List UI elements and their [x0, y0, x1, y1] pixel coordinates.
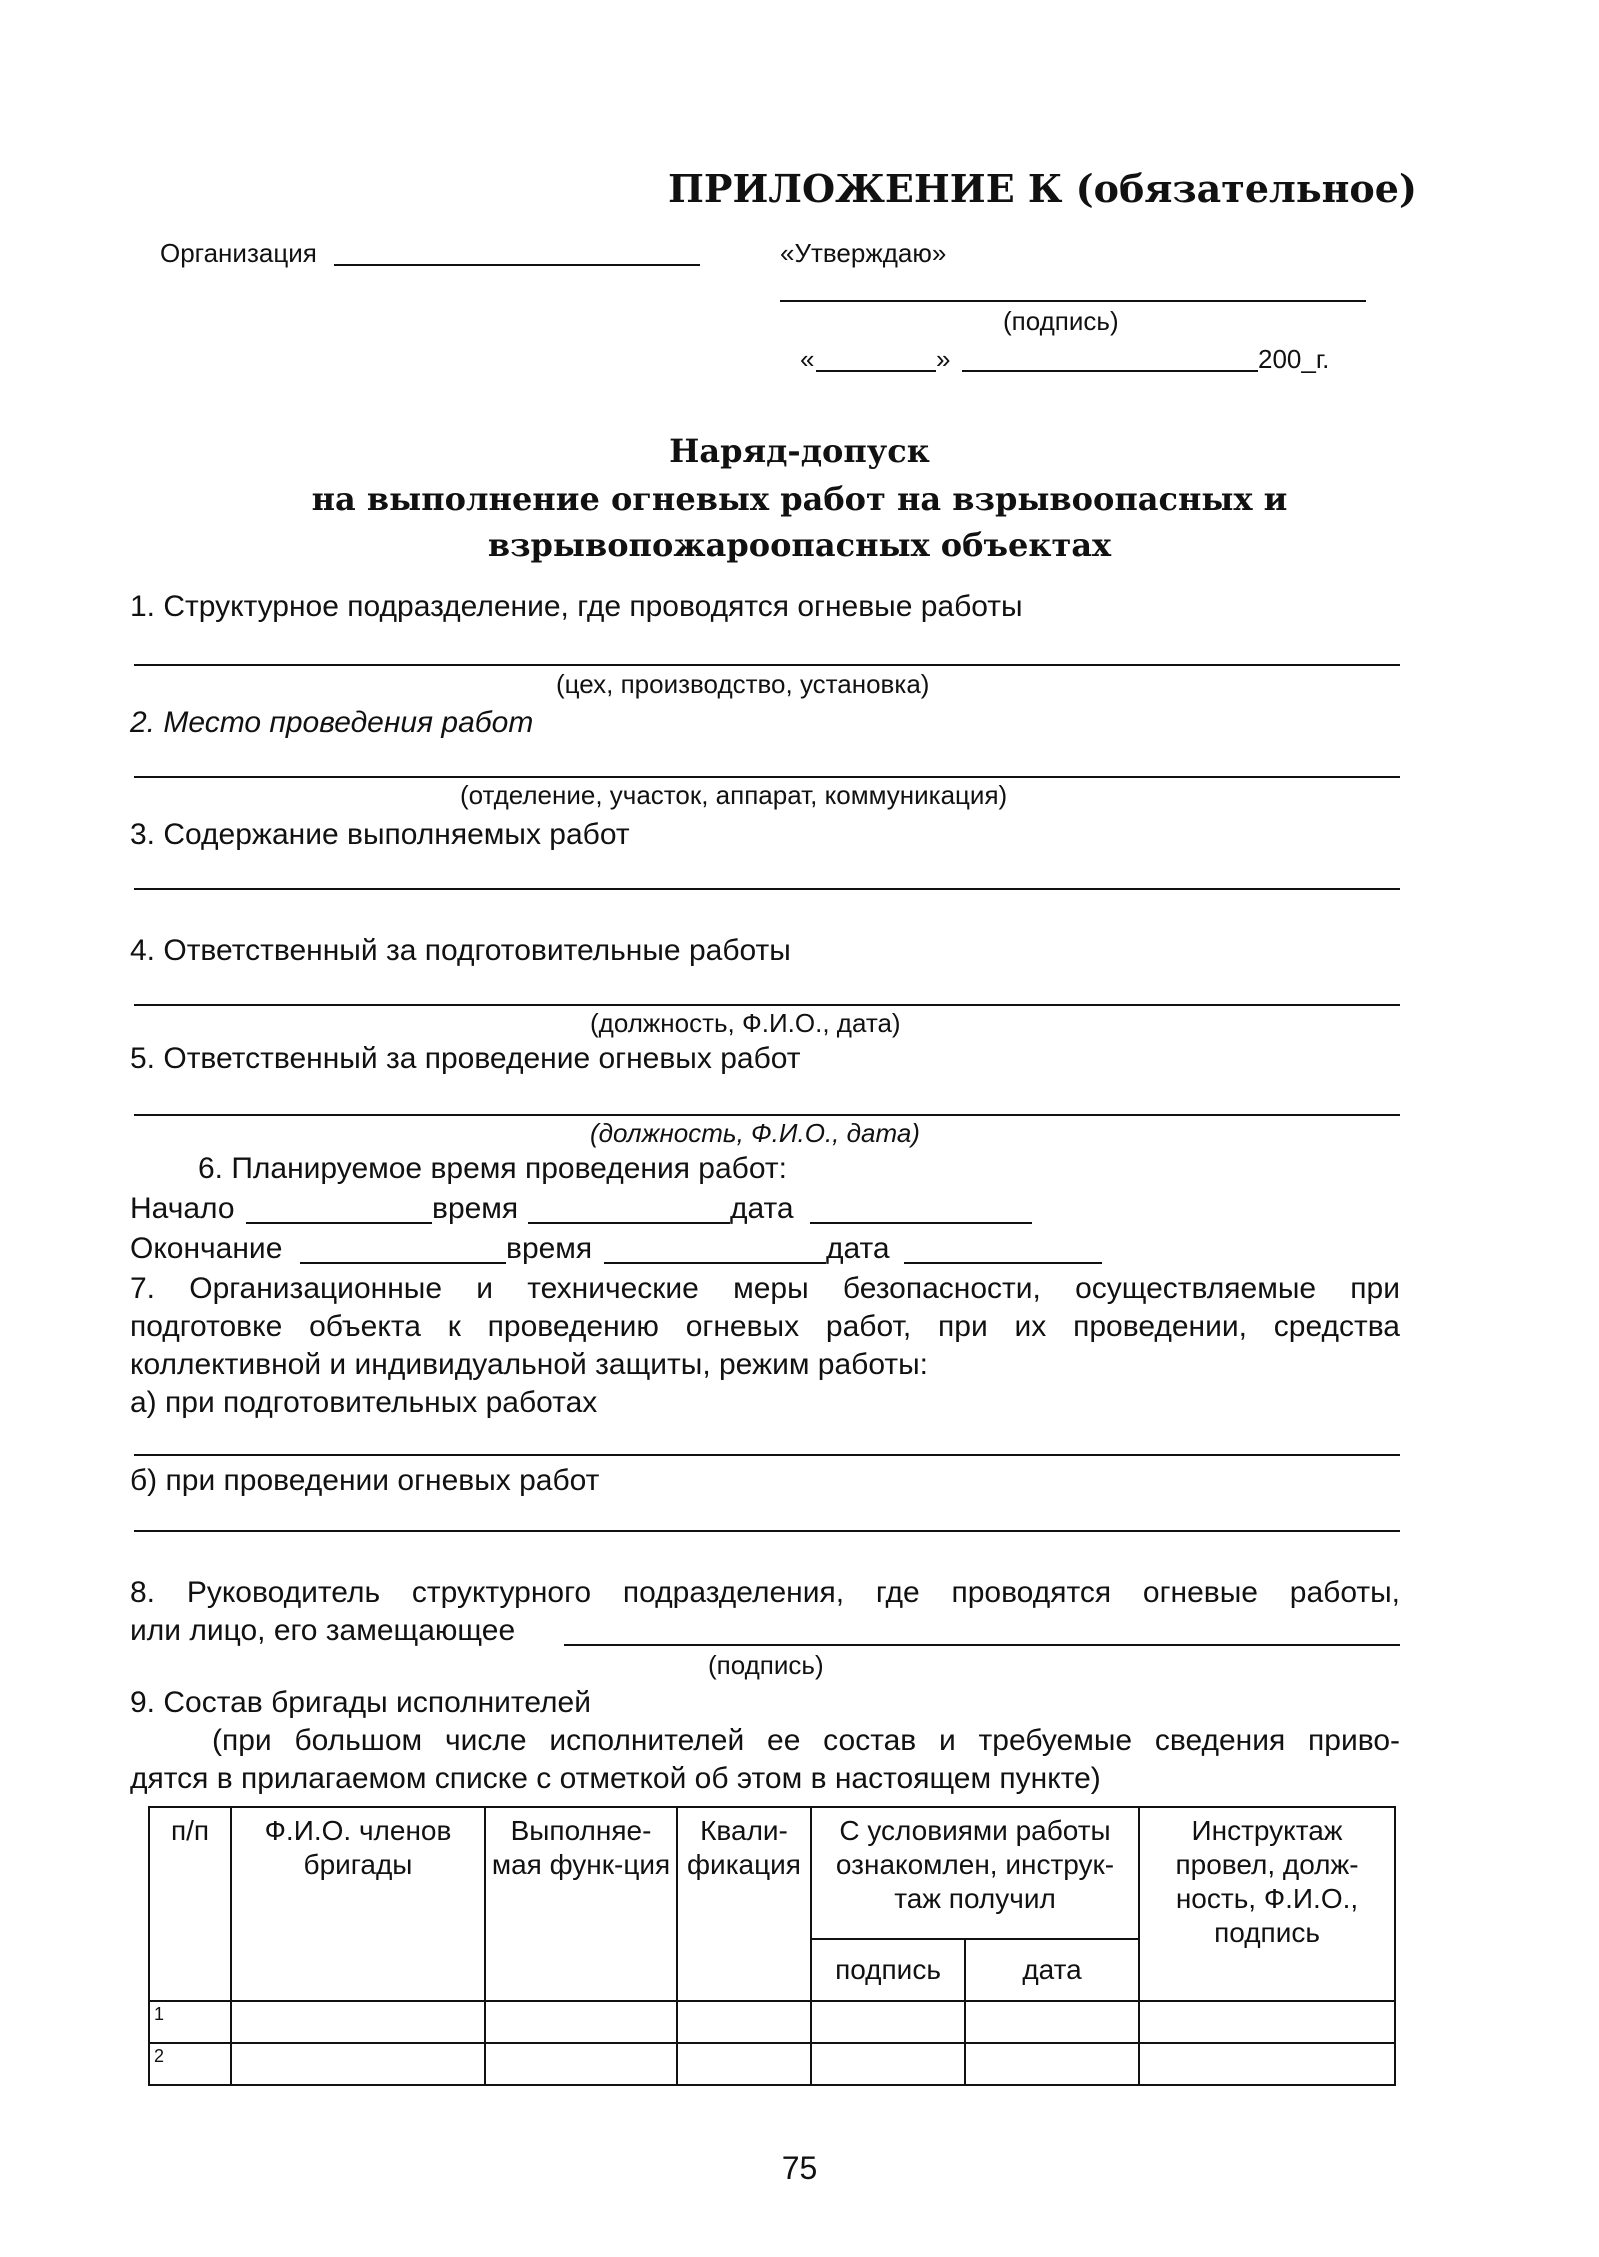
item-2-label: 2. Место проведения работ — [130, 706, 534, 739]
end-label: Окончание — [130, 1232, 283, 1265]
table-cell — [231, 2001, 485, 2043]
item-1-caption: (цех, производство, установка) — [556, 669, 930, 699]
item-8-line-2: или лицо, его замещающее — [130, 1614, 516, 1647]
header-acknowledged: С условиями работы ознакомлен, инструк-таж получил — [811, 1807, 1139, 1939]
item-7a-label: а) при подготовительных работах — [130, 1386, 598, 1419]
approve-signature-line — [780, 300, 1366, 302]
item-7a-line — [134, 1454, 1400, 1456]
end-time-line — [604, 1262, 826, 1264]
table-cell — [677, 2043, 811, 2085]
table-cell — [677, 2001, 811, 2043]
item-8-caption: (подпись) — [708, 1650, 824, 1680]
table-header-row — [149, 1807, 1395, 1939]
table-cell — [231, 2043, 485, 2085]
item-7b-label: б) при проведении огневых работ — [130, 1464, 600, 1497]
organization-field-line — [334, 264, 700, 266]
subheader-signature: подпись — [811, 1939, 965, 2001]
item-7b-line — [134, 1530, 1400, 1532]
table-cell — [1139, 2043, 1395, 2085]
header-function: Выполняе-мая функ-ция — [485, 1807, 677, 2001]
item-5-line — [134, 1114, 1400, 1116]
header-instruction: Инструктаж провел, долж-ность, Ф.И.О., подпись — [1139, 1807, 1395, 2001]
header-qualification: Квали-фикация — [677, 1807, 811, 2001]
header-name: Ф.И.О. членов бригады — [231, 1807, 485, 2001]
item-8-signature-line — [564, 1644, 1400, 1646]
document-subtitle-line1: на выполнение огневых работ на взрывоопасных и — [311, 480, 1288, 518]
item-7-line-1: 7. Организационные и технические меры безопасности, осуществляемые при — [130, 1272, 1400, 1305]
date-open-quote: « — [800, 344, 815, 374]
item-8-line-1: 8. Руководитель структурного подразделения, где проводятся огневые работы, — [130, 1576, 1400, 1609]
item-4-caption: (должность, Ф.И.О., дата) — [590, 1008, 901, 1038]
table-row — [149, 2043, 1395, 2085]
start-date-label: дата — [730, 1192, 794, 1225]
item-5-caption: (должность, Ф.И.О., дата) — [590, 1118, 920, 1148]
table-cell — [965, 2001, 1139, 2043]
end-date-label: дата — [826, 1232, 890, 1265]
organization-label: Организация — [160, 238, 317, 268]
start-value-line — [246, 1222, 432, 1224]
item-1-label: 1. Структурное подразделение, где проводятся огневые работы — [130, 590, 1023, 623]
document-subtitle-line2: взрывопожароопасных объектах — [487, 526, 1112, 564]
page-number: 75 — [781, 2150, 818, 2186]
table-cell — [485, 2043, 677, 2085]
table-cell — [965, 2043, 1139, 2085]
table-cell — [485, 2001, 677, 2043]
item-6-label: 6. Планируемое время проведения работ: — [198, 1152, 787, 1185]
item-9-note-2: дятся в прилагаемом списке с отметкой об этом в настоящем пункте) — [130, 1762, 1101, 1795]
start-date-line — [810, 1222, 1032, 1224]
date-day-line — [816, 370, 936, 372]
item-3-line — [134, 888, 1400, 890]
document-title: Наряд-допуск — [669, 432, 930, 470]
item-7-line-3: коллективной и индивидуальной защиты, режим работы: — [130, 1348, 929, 1381]
end-date-line — [904, 1262, 1102, 1264]
start-label: Начало — [130, 1192, 235, 1225]
start-time-label: время — [432, 1192, 519, 1225]
item-1-line — [134, 664, 1400, 666]
date-month-line — [962, 370, 1258, 372]
item-9-label: 9. Состав бригады исполнителей — [130, 1686, 591, 1719]
item-9-note-1: (при большом числе исполнителей ее состав и требуемые сведения приво- — [212, 1724, 1400, 1757]
table-row — [149, 2001, 1395, 2043]
item-2-line — [134, 776, 1400, 778]
item-7-line-2: подготовке объекта к проведению огневых работ, при их проведении, средства — [130, 1310, 1400, 1343]
date-year: 200_г. — [1258, 344, 1330, 374]
item-5-label: 5. Ответственный за проведение огневых работ — [130, 1042, 801, 1075]
item-3-label: 3. Содержание выполняемых работ — [130, 818, 630, 851]
row-number: 1 — [149, 2001, 231, 2043]
appendix-title: ПРИЛОЖЕНИЕ К (обязательное) — [668, 166, 1417, 211]
header-num: п/п — [149, 1807, 231, 2001]
item-4-label: 4. Ответственный за подготовительные работы — [130, 934, 791, 967]
item-2-caption: (отделение, участок, аппарат, коммуникация) — [460, 780, 1008, 810]
row-number: 2 — [149, 2043, 231, 2085]
approve-label: «Утверждаю» — [780, 238, 947, 268]
item-4-line — [134, 1004, 1400, 1006]
subheader-date: дата — [965, 1939, 1139, 2001]
date-close-quote: » — [936, 344, 951, 374]
signature-caption-top: (подпись) — [1003, 306, 1119, 336]
end-value-line — [300, 1262, 506, 1264]
table-cell — [811, 2001, 965, 2043]
table-cell — [1139, 2001, 1395, 2043]
brigade-table — [148, 1806, 1396, 2086]
table-cell — [811, 2043, 965, 2085]
start-time-line — [528, 1222, 730, 1224]
end-time-label: время — [506, 1232, 593, 1265]
